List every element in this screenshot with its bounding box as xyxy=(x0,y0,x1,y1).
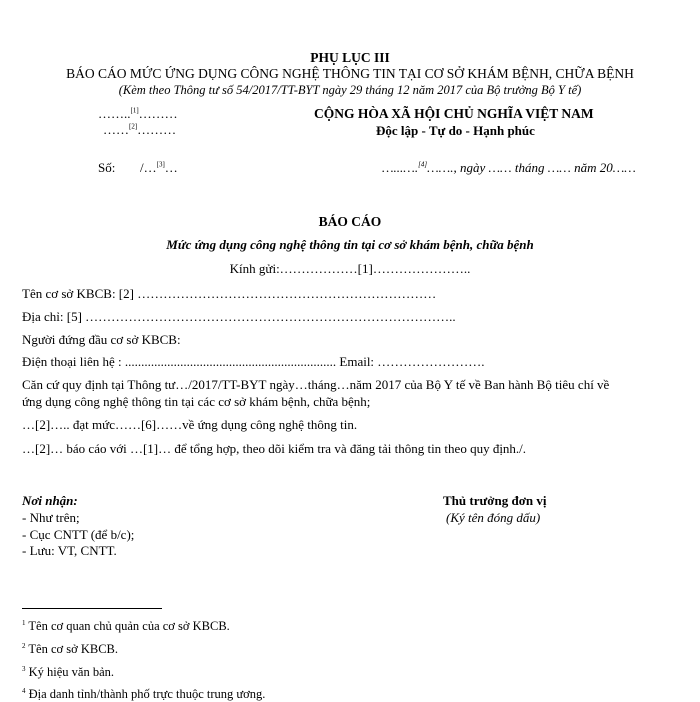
document-number-label: Số: xyxy=(98,160,116,175)
circular-reference: (Kèm theo Thông tư số 54/2017/TT-BYT ngày 29 tháng 12 năm 2017 của Bộ trưởng Bộ Y tế) xyxy=(118,83,582,97)
recipient-item: - Như trên; xyxy=(22,510,80,525)
phone-email-field: Điện thoại liên hệ : ................................................................. Email: ……………………. xyxy=(22,354,485,369)
head-person-field: Người đứng đầu cơ sở KBCB: xyxy=(22,332,181,347)
greeting-line: Kính gửi:………………[1]………………….. xyxy=(229,261,471,276)
signature-note: (Ký tên đóng dấu) xyxy=(446,510,541,525)
legal-basis-line1: Căn cứ quy định tại Thông tư…/2017/TT-BYT ngày…tháng…năm 2017 của Bộ Y tế về Ban hành Bộ tiêu chí về xyxy=(22,377,610,392)
recipients-label: Nơi nhận: xyxy=(22,493,78,508)
document-number-value: /…[3]… xyxy=(140,160,178,175)
footnote-item: $^3$ Ký hiệu văn bản. xyxy=(22,664,115,679)
nation-motto: Độc lập - Tự do - Hạnh phúc xyxy=(376,123,535,138)
footnote-item: $^1$ Tên cơ quan chủ quản của cơ sở KBCB. xyxy=(22,618,230,633)
parent-agency-placeholder: ……..[1]……… xyxy=(98,106,178,121)
signature-title: Thủ trưởng đơn vị xyxy=(443,493,547,508)
report-title: BÁO CÁO xyxy=(318,214,382,229)
nation-title: CỘNG HÒA XÃ HỘI CHỦ NGHĨA VIỆT NAM xyxy=(314,106,594,121)
recipient-item: - Cục CNTT (để b/c); xyxy=(22,527,135,542)
footnote-divider xyxy=(22,608,162,609)
footnote-item: $^2$ Tên cơ sở KBCB. xyxy=(22,641,119,656)
footnote-item: $^4$ Địa danh tỉnh/thành phố trực thuộc trung ương. xyxy=(22,686,266,701)
appendix-title: PHỤ LỤC III xyxy=(310,50,390,65)
legal-basis-line2: ứng dụng công nghệ thông tin tại các cơ sở khám bệnh, chữa bệnh; xyxy=(22,394,371,409)
level-statement: …[2]….. đạt mức……[6]……về ứng dụng công nghệ thông tin. xyxy=(22,417,358,432)
address-field: Địa chỉ: [5] ………………………………………………………………………….. xyxy=(22,309,456,324)
place-date-line: …...….[4]……., ngày …… tháng …… năm 20…… xyxy=(382,160,636,175)
facility-name-field: Tên cơ sở KBCB: [2] …………………………………………………………… xyxy=(22,286,437,301)
report-statement: …[2]… báo cáo với …[1]… để tổng hợp, theo dõi kiểm tra và đăng tải thông tin theo quy định./. xyxy=(22,441,527,456)
report-subtitle: Mức ứng dụng công nghệ thông tin tại cơ sở khám bệnh, chữa bệnh xyxy=(166,237,534,252)
recipient-item: - Lưu: VT, CNTT. xyxy=(22,543,117,558)
facility-placeholder: ……[2]……… xyxy=(103,122,177,137)
main-title: BÁO CÁO MỨC ỨNG DỤNG CÔNG NGHỆ THÔNG TIN TẠI CƠ SỞ KHÁM BỆNH, CHỮA BỆNH xyxy=(66,66,634,81)
